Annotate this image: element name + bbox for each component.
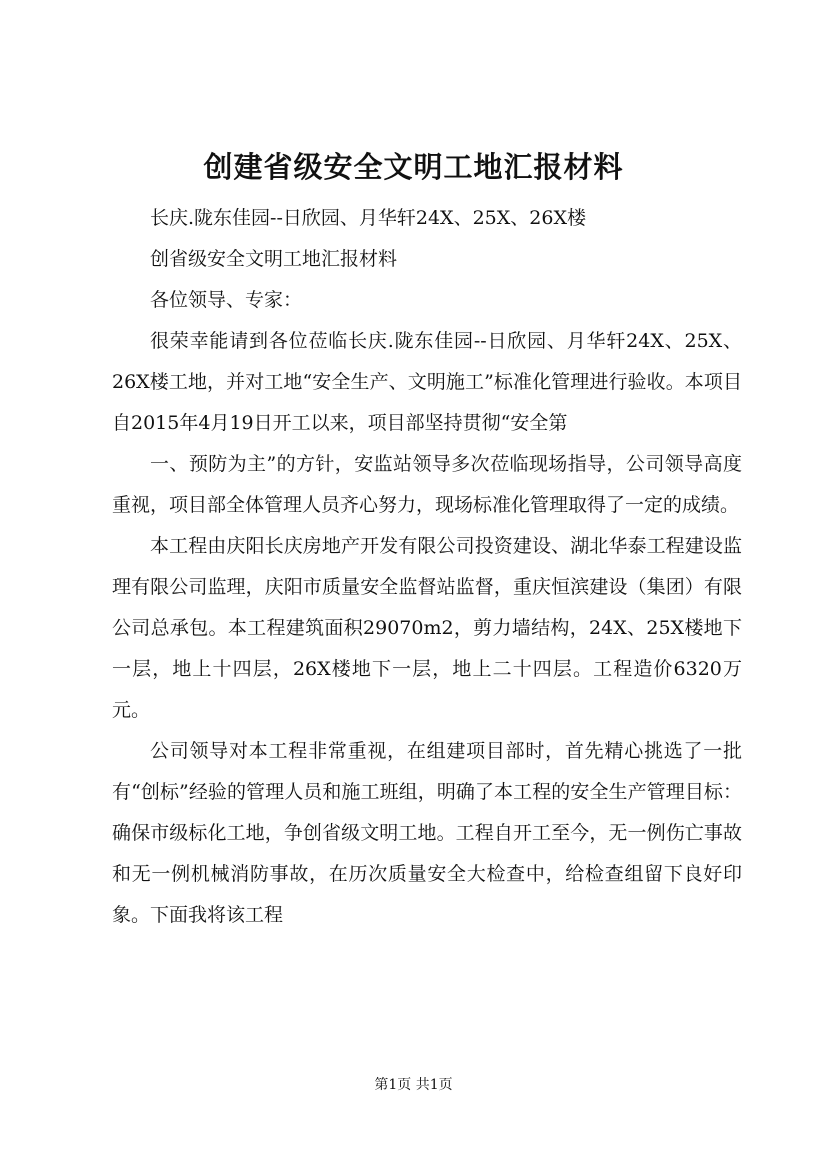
paragraph-intro: 很荣幸能请到各位莅临长庆.陇东佳园--日欣园、月华轩24X、25X、26X楼工地，并对工地“安全生产、文明施工”标准化管理进行验收。本项目自2015年4月19日开工以来，项目部坚持贯彻“安全第 (112, 330, 742, 434)
subtitle-project-line: 长庆.陇东佳园--日欣园、月华轩24X、25X、26X楼 (150, 207, 586, 229)
paragraph-project-overview: 本工程由庆阳长庆房地产开发有限公司投资建设、湖北华泰工程建设监理有限公司监理，庆阳市质量安全监督站监督，重庆恒滨建设（集团）有限公司总承包。本工程建筑面积29070m2，剪力墙结构，24X、25X楼地下一层，地上十四层，26X楼地下一层，地上二十四层。工程造价6320万元。 (112, 535, 742, 721)
paragraph-policy: 一、预防为主”的方针，安监站领导多次莅临现场指导，公司领导高度重视，项目部全体管理人员齐心努力，现场标准化管理取得了一定的成绩。 (112, 453, 742, 516)
salutation: 各位领导、专家： (150, 289, 303, 311)
paragraph-management: 公司领导对本工程非常重视，在组建项目部时，首先精心挑选了一批有“创标”经验的管理人员和施工班组，明确了本工程的安全生产管理目标：确保市级标化工地，争创省级文明工地。工程自开工至今，无一例伤亡事故和无一例机械消防事故，在历次质量安全大检查中，给检查组留下良好印象。下面我将该工程 (112, 740, 742, 926)
document-body (112, 198, 742, 936)
document-title: 创建省级安全文明工地汇报材料 (203, 150, 624, 184)
subtitle-report-line: 创省级安全文明工地汇报材料 (150, 248, 398, 270)
page-footer: 第1页 共1页 (374, 1077, 453, 1093)
